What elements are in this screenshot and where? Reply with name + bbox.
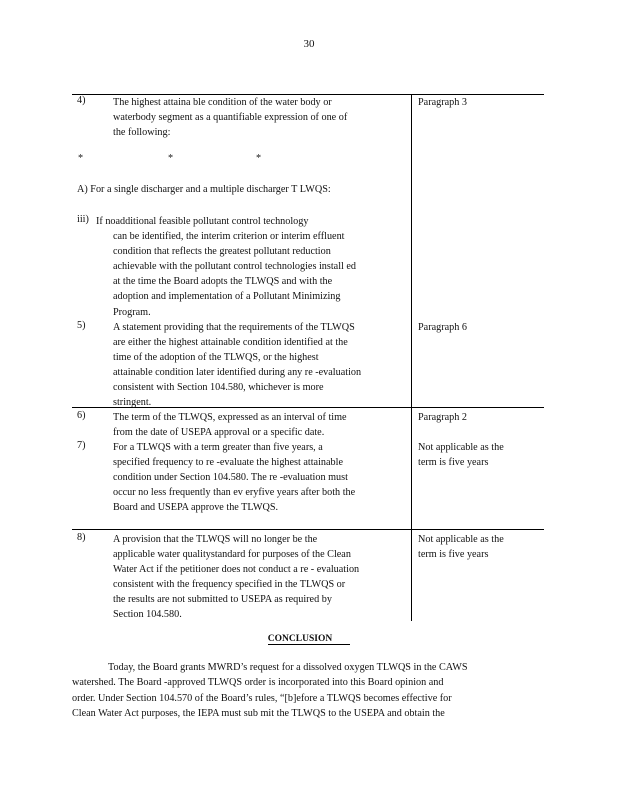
text-line: stringent.	[113, 397, 152, 409]
reference-text: term is five years	[418, 549, 489, 561]
text-line: achievable with the pollutant control technologies install ed	[113, 261, 357, 273]
reference-text: Not applicable as the	[418, 534, 504, 545]
text-line: applicable water qualitystandard for purposes of the Clean	[113, 549, 351, 561]
row-number: 8)	[77, 532, 86, 543]
text-line: A provision that the TLWQS will no longer be the	[113, 534, 318, 545]
text-line: consistent with Section 104.580, whichever is more	[113, 382, 324, 394]
row-number: 6)	[77, 410, 86, 421]
ellipsis-star: *	[168, 153, 174, 164]
text-line: Section 104.580.	[113, 609, 182, 621]
conclusion-heading-text: CONCLUSION	[268, 634, 350, 645]
text-line: specified frequency to re -evaluate the highest attainable	[113, 457, 343, 469]
text-line: occur no less frequently than ev eryfive years after both the	[113, 487, 356, 499]
text-line: waterbody segment as a quantifiable expression of one of	[113, 112, 348, 124]
subsection-iii-text-cont	[113, 229, 405, 320]
text-line: time of the adoption of the TLWQS, or the highest	[113, 352, 319, 364]
column-divider	[411, 94, 412, 621]
text-line: from the date of USEPA approval or a specific date.	[113, 427, 325, 439]
paragraph-line: watershed. The Board -approved TLWQS order is incorporated into this Board opinion and	[72, 677, 444, 689]
reference-text: Paragraph 6	[418, 322, 467, 333]
text-line: A statement providing that the requirements of the TLWQS	[113, 322, 355, 333]
reference-text: Not applicable as the	[418, 442, 504, 453]
row-reference	[418, 440, 504, 470]
row-reference	[418, 410, 467, 425]
row-reference	[418, 95, 467, 110]
conclusion-heading	[0, 634, 618, 644]
text-line: Water Act if the petitioner does not conduct a re - evaluation	[113, 564, 360, 576]
subsection-a: A) For a single discharger and a multiple discharger T LWQS:	[77, 184, 331, 195]
text-line: Program.	[113, 306, 151, 318]
page-number: 30	[303, 38, 315, 50]
row-number: 4)	[77, 95, 86, 106]
subsection-iii-number: iii)	[77, 214, 89, 225]
text-line: the following:	[113, 127, 171, 139]
row-reference	[418, 320, 467, 335]
row-reference	[418, 532, 504, 562]
text-line: For a TLWQS with a term greater than five years, a	[113, 442, 323, 453]
reference-text: term is five years	[418, 457, 489, 469]
paragraph-line: Clean Water Act purposes, the IEPA must sub mit the TLWQS to the USEPA and obtain the	[72, 707, 445, 719]
reference-text: Paragraph 3	[418, 97, 467, 108]
text-line: adoption and implementation of a Pollutant Minimizing	[113, 291, 341, 303]
reference-text: Paragraph 2	[418, 412, 467, 423]
text-line: Board and USEPA approve the TLWQS.	[113, 502, 279, 514]
row-number: 5)	[77, 320, 86, 331]
row-number: 7)	[77, 440, 86, 451]
text-line: condition under Section 104.580. The re -evaluation must	[113, 472, 348, 484]
paragraph-line: Today, the Board grants MWRD’s request for a dissolved oxygen TLWQS in the CAWS	[108, 662, 468, 673]
paragraph-line: order. Under Section 104.570 of the Board’s rules, “[b]efore a TLWQS becomes effective for	[72, 692, 452, 704]
row-text	[113, 440, 405, 515]
ellipsis-star: *	[256, 153, 262, 164]
text-line: are either the highest attainable condition identified at the	[113, 337, 348, 349]
row-text	[113, 95, 405, 140]
ellipsis-star: *	[78, 153, 84, 164]
text-line: the results are not submitted to USEPA as required by	[113, 594, 332, 606]
row-divider	[72, 529, 544, 530]
conclusion-paragraph	[72, 660, 548, 721]
text-line: The highest attaina ble condition of the water body or	[113, 97, 332, 108]
text-line: can be identified, the interim criterion or interim effluent	[113, 231, 345, 243]
text-line: attainable condition later identified during any re -evaluation	[113, 367, 362, 379]
text-line: condition that reflects the greatest pollutant reduction	[113, 246, 331, 258]
row-text	[113, 410, 405, 440]
row-text	[113, 320, 405, 411]
text-line: consistent with the frequency specified in the TLWQS or	[113, 579, 346, 591]
row-text	[113, 532, 405, 623]
text-line: The term of the TLWQS, expressed as an interval of time	[113, 412, 347, 423]
text-line: If noadditional feasible pollutant control technology	[96, 216, 309, 227]
text-line: at the time the Board adopts the TLWQS and with the	[113, 276, 333, 288]
subsection-iii-text	[96, 214, 388, 229]
